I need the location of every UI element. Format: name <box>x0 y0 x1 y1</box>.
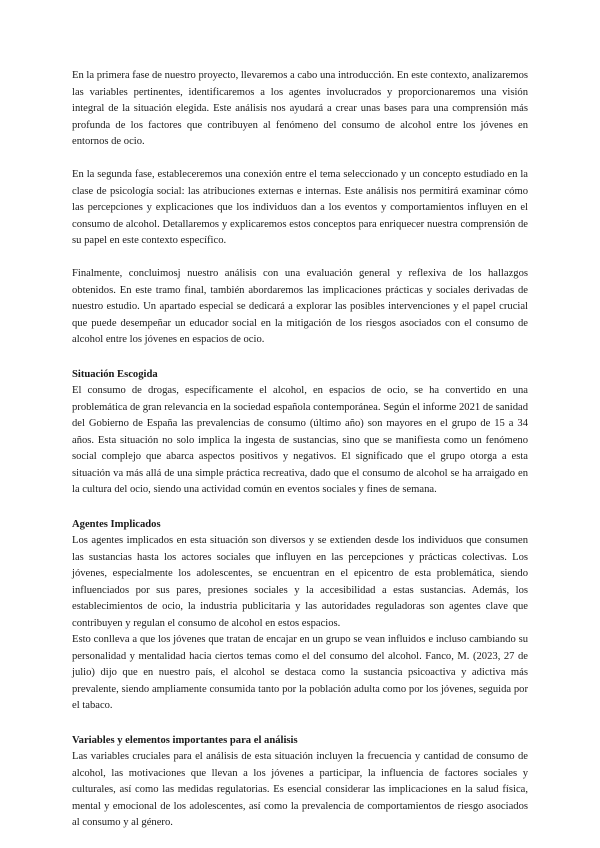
document-page <box>72 68 528 832</box>
intro-paragraph-2: En la segunda fase, estableceremos una conexión entre el tema seleccionado y un concepto estudiado en la clase de psicología social: las atribuciones externas e internas. Este análisis nos permitirá examinar cómo las percepciones y explicaciones que los individuos dan a los eventos y comportamientos influyen en el consumo de alcohol. Detallaremos y explicaremos estos conceptos para enriquecer nuestra comprensión de su papel en este contexto específico. <box>72 169 528 246</box>
agentes-paragraph-2: Esto conlleva a que los jóvenes que tratan de encajar en un grupo se vean influidos e incluso cambiando su personalidad y mentalidad hacia ciertos temas como el del consumo del alcohol. Fanco, M. (2023, 27 de julio) dijo que en nuestro país, el alcohol se destaca como la sustancia psicoactiva y adictiva más prevalente, siendo ampliamente consumida tanto por la población adulta como por los jóvenes, seguida por el tabaco. <box>72 634 528 711</box>
section-situacion <box>72 367 528 499</box>
intro-paragraph-3: Finalmente, concluimosj nuestro análisis con una evaluación general y reflexiva de los hallazgos obtenidos. En este tramo final, también abordaremos las implicaciones prácticas y sociales derivadas de nuestro estudio. Un apartado especial se dedicará a explorar las posibles intervenciones y el papel crucial que puede desempeñar un educador social en la mitigación de los riesgos asociados con el consumo de alcohol entre los jóvenes en espacios de ocio. <box>72 268 528 345</box>
situacion-paragraph-1: El consumo de drogas, específicamente el alcohol, en espacios de ocio, se ha convertido en una problemática de gran relevancia en la sociedad española contemporánea. Según el informe 2021 de sanidad del Gobierno de España las prevalencias de consumo (último año) son mayores en el grupo de 15 a 34 años. Esta situación no solo implica la ingesta de sustancias, sino que se manifiesta como un fenómeno social complejo que abarca aspectos positivos y negativos. El significado que el grupo otorga a esta situación va más allá de una simple práctica recreativa, dado que el consumo de alcohol se ha arraigado en la cultura del ocio, siendo una actividad común en eventos sociales y fines de semana. <box>72 385 528 495</box>
section-heading-situacion: Situación Escogida <box>72 368 158 380</box>
intro-paragraph-1: En la primera fase de nuestro proyecto, llevaremos a cabo una introducción. En este contexto, analizaremos las variables pertinentes, identificaremos a los agentes involucrados y proporcionaremos una visión integral de la situación elegida. Este análisis nos ayudará a crear unas bases para una comprensión más profunda de los factores que contribuyen al fenómeno del consumo de alcohol entre los jóvenes en entornos de ocio. <box>72 70 528 147</box>
section-variables <box>72 733 528 832</box>
variables-paragraph-1: Las variables cruciales para el análisis de esta situación incluyen la frecuencia y cantidad de consumo de alcohol, las motivaciones que llevan a los jóvenes a participar, la influencia de factores sociales y culturales, así como las medidas regulatorias. Es esencial considerar las implicaciones en la salud física, mental y emocional de los adolescentes, así como la prevalencia de comportamientos de riesgo asociados al consumo y al género. <box>72 751 528 828</box>
agentes-paragraph-1: Los agentes implicados en esta situación son diversos y se extienden desde los individuos que consumen las sustancias hasta los actores sociales que influyen en las percepciones y prácticas colectivas. Los jóvenes, especialmente los adolescentes, se encuentran en el epicentro de esta problemática, siendo influenciados por sus pares, presiones sociales y la accesibilidad a estas sustancias. Además, los establecimientos de ocio, la industria publicitaria y las autoridades reguladoras son agentes clave que contribuyen y regulan el consumo de alcohol en estos espacios. <box>72 535 528 629</box>
section-heading-variables: Variables y elementos importantes para el análisis <box>72 734 298 746</box>
section-agentes <box>72 517 528 715</box>
section-heading-agentes: Agentes Implicados <box>72 518 161 530</box>
